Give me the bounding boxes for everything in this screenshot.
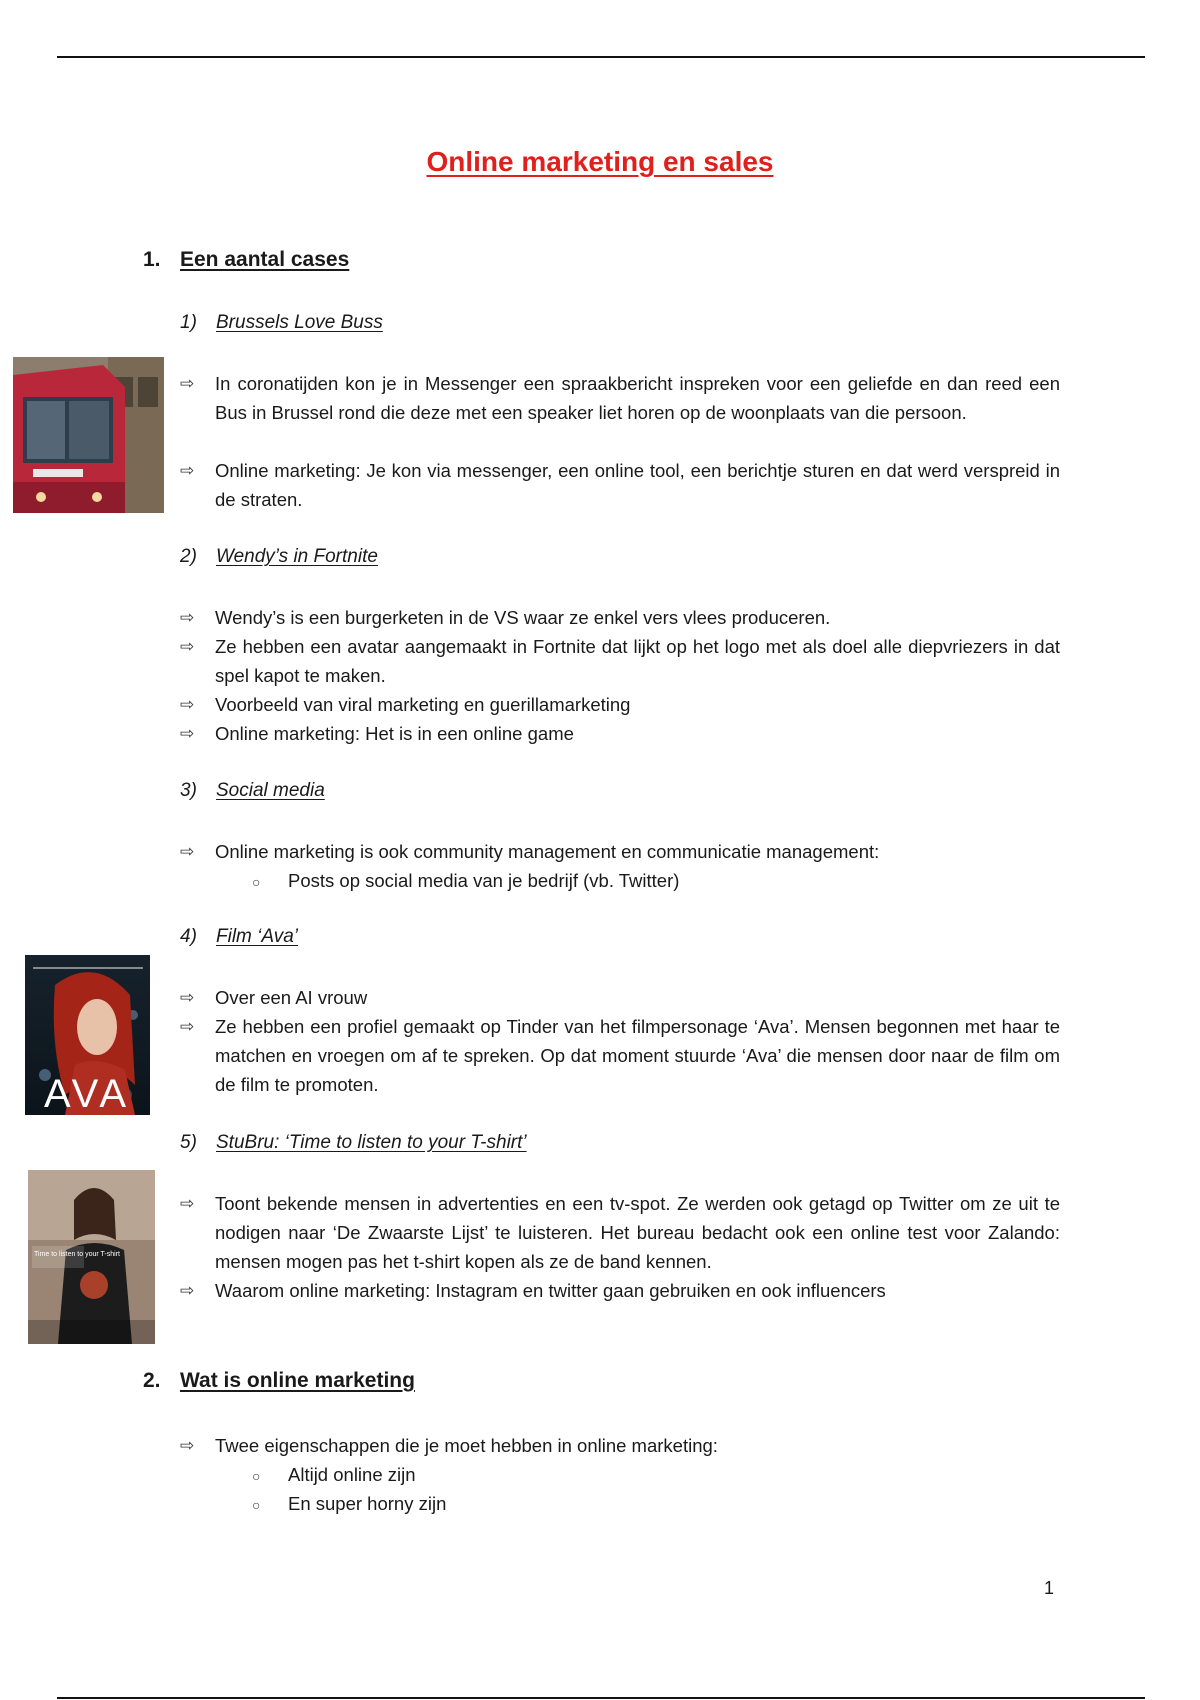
arrow-icon: ⇨ [180, 695, 195, 714]
arrow-icon: ⇨ [180, 461, 195, 480]
case-4-bullet-1: ⇨ Over een AI vrouw [180, 983, 1060, 1012]
arrow-icon: ⇨ [180, 724, 195, 743]
case-1-heading: 1) Brussels Love Buss [180, 312, 383, 333]
arrow-icon: ⇨ [180, 842, 195, 861]
page-number: 1 [1044, 1578, 1055, 1598]
arrow-icon: ⇨ [180, 637, 195, 656]
bottom-rule [57, 1697, 1145, 1699]
case-2-bullet-1: ⇨ Wendy’s is een burgerketen in de VS waar ze enkel vers vlees produceren. [180, 603, 1060, 632]
stubru-poster [28, 1170, 155, 1344]
section-2-heading: 2. Wat is online marketing [143, 1369, 415, 1392]
page-title: Online marketing en sales [426, 146, 774, 177]
case-4-heading: 4) Film ‘Ava’ [180, 926, 298, 947]
section-2-bullet-1: ⇨ Twee eigenschappen die je moet hebben in online marketing: [180, 1431, 1060, 1460]
circle-bullet-icon: ○ [252, 1497, 261, 1513]
arrow-icon: ⇨ [180, 1194, 195, 1213]
case-2-bullet-4: ⇨ Online marketing: Het is in een online game [180, 719, 1060, 748]
case-5-bullet-2: ⇨ Waarom online marketing: Instagram en twitter gaan gebruiken en ook influencers [180, 1276, 1060, 1305]
ava-poster [25, 955, 150, 1115]
case-5-heading: 5) StuBru: ‘Time to listen to your T-shirt’ [180, 1132, 527, 1153]
top-rule [57, 56, 1145, 58]
case-1-bullet-1: ⇨ In coronatijden kon je in Messenger een spraakbericht inspreken voor een geliefde en dan reed een Bus in Brussel rond die deze met een speaker liet horen op de woonplaats van die persoon. [180, 369, 1060, 427]
arrow-icon: ⇨ [180, 608, 195, 627]
case-1-bullet-2: ⇨ Online marketing: Je kon via messenger, een online tool, een berichtje sturen en dat werd verspreid in de straten. [180, 456, 1060, 514]
case-3-subitem-1: ○ Posts op social media van je bedrijf (vb. Twitter) [252, 866, 679, 897]
section-2-subitem-1: ○ Altijd online zijn [252, 1460, 416, 1491]
arrow-icon: ⇨ [180, 1436, 195, 1455]
arrow-icon: ⇨ [180, 1281, 195, 1300]
case-4-bullet-2: ⇨ Ze hebben een profiel gemaakt op Tinder van het filmpersonage ‘Ava’. Mensen begonnen met haar te matchen en vroegen om af te spreken. Op dat moment stuurde ‘Ava’ die mensen door naar de film om de film te promoten. [180, 1012, 1060, 1099]
ava-poster-title: AVA [43, 1072, 131, 1115]
section-1-heading: 1. Een aantal cases [143, 248, 350, 271]
case-2-heading: 2) Wendy’s in Fortnite [180, 546, 378, 567]
case-3-bullet-1: ⇨ Online marketing is ook community management en communicatie management: [180, 837, 1060, 866]
circle-bullet-icon: ○ [252, 1468, 261, 1484]
arrow-icon: ⇨ [180, 374, 195, 393]
stubru-poster-title: Time to listen to your T-shirt [34, 1251, 120, 1258]
bus-photo [13, 357, 164, 513]
arrow-icon: ⇨ [180, 1017, 195, 1036]
case-3-heading: 3) Social media [180, 780, 325, 801]
case-2-bullet-3: ⇨ Voorbeeld van viral marketing en guerillamarketing [180, 690, 1060, 719]
circle-bullet-icon: ○ [252, 874, 261, 890]
arrow-icon: ⇨ [180, 988, 195, 1007]
case-5-bullet-1: ⇨ Toont bekende mensen in advertenties en een tv-spot. Ze werden ook getagd op Twitter om ze uit te nodigen naar ‘De Zwaarste Lijst’ te luisteren. Het bureau bedacht ook een online test voor Zalando: mensen mogen pas het t-shirt kopen als ze de band kennen. [180, 1189, 1060, 1276]
case-2-bullet-2: ⇨ Ze hebben een avatar aangemaakt in Fortnite dat lijkt op het logo met als doel alle diepvriezers in dat spel kapot te maken. [180, 632, 1060, 690]
section-2-subitem-2: ○ En super horny zijn [252, 1489, 446, 1520]
